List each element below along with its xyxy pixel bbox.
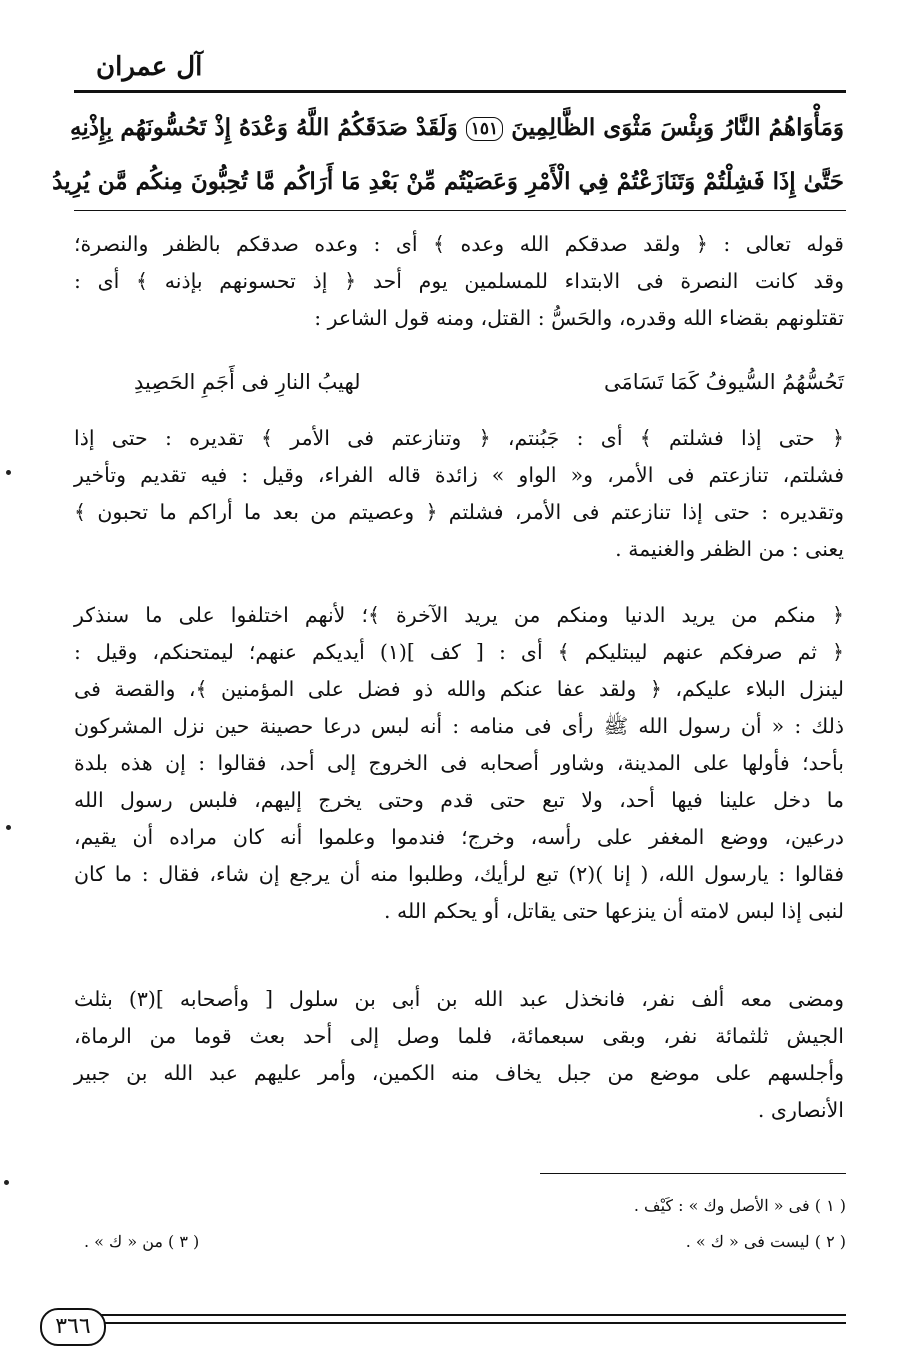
text-line: الجيش ثلثمائة نفر، وبقى سبعمائة، فلما وصل إلى أحد بعث قوما من الرماة، (74, 1024, 844, 1048)
commentary-paragraph-1 (74, 226, 844, 337)
footer-rule-bottom (74, 1322, 846, 1324)
header-rule (74, 90, 846, 93)
footnote-3: ( ٣ ) من « ك » . (84, 1232, 200, 1251)
text-line: يعنى : من الظفر والغنيمة . (615, 537, 844, 561)
text-line: فقالوا : يارسول الله، ( إنا )(٢) تبع لرأيك، وطلبوا منه أن يرجع إن شاء، فقال : ما كان (74, 862, 844, 886)
text-line: ذلك : « أن رسول الله ﷺ رأى فى منامه : أنه لبس درعا حصينة حين نزل المشركون (74, 714, 844, 738)
text-line: بأحد؛ فأولها على المدينة، وشاور أصحابه فى الخروج إلى أحد، فقالوا : إن هذه بلدة (74, 751, 844, 775)
commentary-paragraph-3 (74, 597, 844, 930)
verse-rule (74, 210, 846, 211)
text-line: وقد كانت النصرة فى الابتداء للمسلمين يوم أحد ﴿ إذ تحسونهم بإذنه ﴾ أى : (74, 269, 844, 293)
verse-text-c: حَتَّىٰ إِذَا فَشِلْتُمْ وَتَنَازَعْتُمْ فِي الْأَمْرِ وَعَصَيْتُم مِّنْ بَعْدِ مَا أَرَاكُم مَّا تُحِبُّونَ مِنكُم مَّن يُرِيدُ (52, 168, 844, 195)
commentary-paragraph-2 (74, 420, 844, 568)
footer-rule-top (74, 1314, 846, 1316)
text-line: الأنصارى . (757, 1098, 844, 1122)
text-line: لينزل البلاء عليكم، ﴿ ولقد عفا عنكم والله ذو فضل على المؤمنين ﴾، والقصة فى (74, 677, 844, 701)
footnote-1: ( ١ ) فى « الأصل وك » : كَيْف . (633, 1196, 846, 1215)
quran-verse-line-2 (52, 158, 844, 206)
text-line: وتقديره : حتى إذا تنازعتم فى الأمر، فشلتم ﴿ وعصيتم من بعد ما أراكم ما تحبون ﴾ (74, 500, 844, 524)
poem-hemistich-2: لهيبُ النارِ فى أَجَمِ الحَصِيدِ (134, 370, 361, 394)
text-line: ﴿ حتى إذا فشلتم ﴾ أى : جَبُنتم، ﴿ وتنازعتم فى الأمر ﴾ تقديره : حتى إذا (74, 426, 844, 450)
commentary-paragraph-4 (74, 981, 844, 1129)
text-line: درعين، ووضع المغفر على رأسه، وخرج؛ فندموا وعلموا أنه كان مراده أن يقيم، (74, 825, 844, 849)
margin-mark (6, 470, 11, 475)
margin-mark (4, 1180, 9, 1185)
poem-verse (74, 370, 844, 407)
text-line: لنبى إذا لبس لامته أن ينزعها حتى يقاتل، أو يحكم الله . (383, 899, 844, 923)
text-line: ﴿ ثم صرفكم عنهم ليبتليكم ﴾ أى : [ كف ](١) أيديكم عنهم؛ ليمتحنكم، وقيل : (74, 640, 844, 664)
verse-text-b: وَلَقَدْ صَدَقَكُمُ اللَّهُ وَعْدَهُ إِذْ تَحُسُّونَهُم بِإِذْنِهِ (70, 114, 458, 141)
verse-text-a: وَمَأْوَاهُمُ النَّارُ وَبِئْسَ مَثْوَى الظَّالِمِينَ (511, 114, 844, 141)
surah-title: آل عمران (96, 52, 203, 82)
text-line: ﴿ منكم من يريد الدنيا ومنكم من يريد الآخرة ﴾؛ لأنهم اختلفوا على ما سنذكر (74, 603, 844, 627)
text-line: تقتلونهم بقضاء الله وقدره، والحَسُّ : القتل، ومنه قول الشاعر : (314, 306, 844, 330)
text-line: ومضى معه ألف نفر، فانخذل عبد الله بن أبى بن سلول [ وأصحابه ](٣) بثلث (74, 987, 845, 1011)
poem-hemistich-1: تَحُسُّهُمُ السُّيوفُ كَمَا تَسَامَى (603, 370, 844, 394)
margin-mark (6, 825, 11, 830)
page-number: ٣٦٦ (40, 1308, 106, 1346)
footnote-2: ( ٢ ) ليست فى « ك » . (685, 1232, 846, 1251)
text-line: وأجلسهم على موضع من جبل يخاف منه الكمين، وأمر عليهم عبد الله بن جبير (74, 1061, 844, 1085)
footnote-rule (540, 1173, 846, 1174)
text-line: قوله تعالى : ﴿ ولقد صدقكم الله وعده ﴾ أى : وعده صدقكم بالظفر والنصرة؛ (74, 232, 844, 256)
verse-number: ١٥١ (466, 117, 503, 141)
quran-verse-line-1 (70, 104, 844, 152)
text-line: فشلتم، تنازعتم فى الأمر، و« الواو » زائدة قاله الفراء، وقيل : فيه تقديم وتأخير (74, 463, 844, 487)
text-line: ما دخل علينا فيها أحد، ولا تبع حتى قدم وحتى يخرج إليهم، فلبس رسول الله (74, 788, 844, 812)
